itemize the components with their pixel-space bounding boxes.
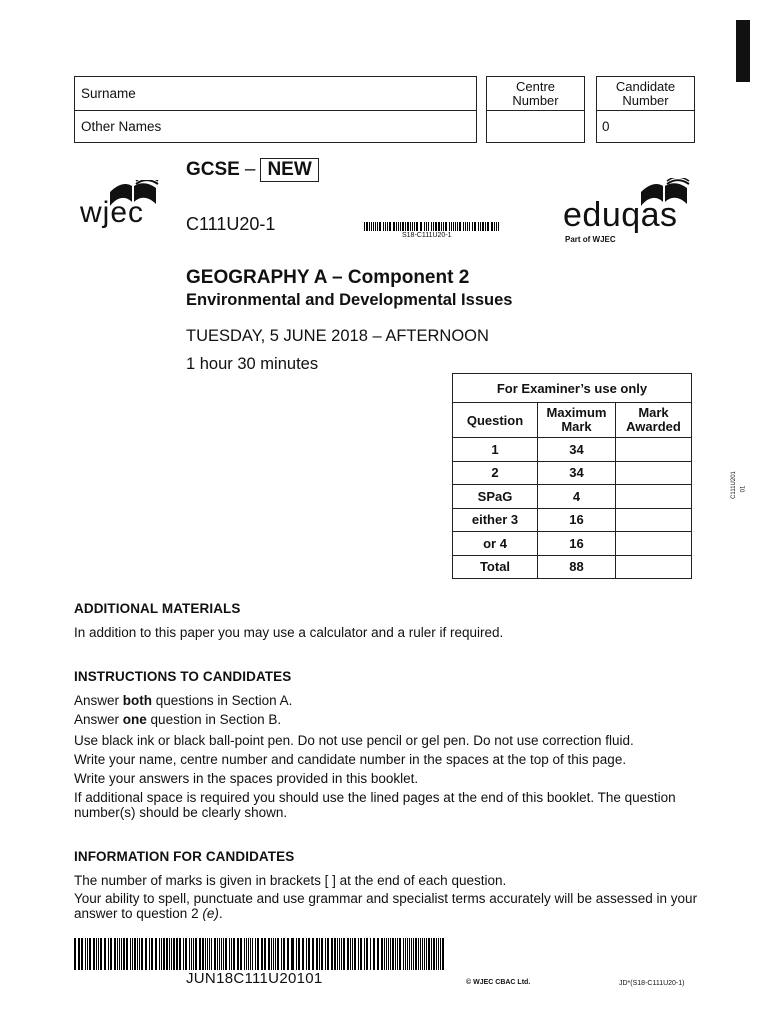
barcode-bar — [449, 222, 450, 231]
barcode-bar — [199, 938, 201, 970]
barcode-bar — [436, 938, 437, 970]
candidate-number-value: 0 — [602, 119, 610, 134]
barcode-bar — [385, 222, 386, 231]
barcode-bar — [292, 938, 294, 970]
barcode-bar — [81, 938, 83, 970]
row-mark-awarded[interactable] — [616, 508, 692, 532]
barcode-bar — [491, 222, 493, 231]
barcode-bar — [325, 938, 326, 970]
barcode-bar — [399, 938, 401, 970]
barcode-bar — [321, 938, 323, 970]
page-edge-tab — [736, 20, 750, 82]
barcode-bar — [183, 938, 184, 970]
information-line — [74, 892, 700, 921]
barcode-bar — [123, 938, 125, 970]
barcode-bar — [431, 222, 432, 231]
barcode-bar — [135, 938, 136, 970]
instruction-line: Write your name, centre number and candidate number in the spaces at the top of this page. — [74, 752, 627, 767]
barcode-bar — [189, 938, 190, 970]
row-mark-awarded[interactable] — [616, 438, 692, 462]
barcode-bar — [240, 938, 242, 970]
row-mark-awarded[interactable] — [616, 555, 692, 579]
copyright: © WJEC CBAC Ltd. — [466, 979, 531, 986]
footer-barcode-text: JUN18C111U20101 — [186, 970, 323, 987]
barcode-bar — [255, 938, 256, 970]
barcode-bar — [89, 938, 91, 970]
barcode-bar — [312, 938, 314, 970]
barcode-bar — [383, 222, 385, 231]
instruction-text: Answer — [74, 693, 123, 708]
barcode-bar — [405, 938, 406, 970]
candidate-number-field[interactable] — [596, 110, 695, 143]
row-max-mark: 34 — [538, 438, 616, 462]
barcode-bar — [465, 222, 466, 231]
barcode-bar — [327, 938, 329, 970]
barcode-bar — [438, 222, 440, 231]
barcode-bar — [205, 938, 206, 970]
barcode-bar — [405, 222, 406, 231]
barcode-bar — [268, 938, 270, 970]
information-text: Your ability to spell, punctuate and use grammar and specialist terms accurately will be assessed in your answer to question 2 — [74, 891, 698, 921]
barcode-bar — [137, 938, 138, 970]
exam-level: GCSE — [186, 159, 240, 180]
new-badge: NEW — [260, 158, 318, 182]
row-max-mark: 88 — [538, 555, 616, 579]
barcode-bar — [174, 938, 175, 970]
barcode-bar — [414, 222, 415, 231]
small-barcode-label: S18-C111U20-1 — [402, 232, 452, 239]
barcode-bar — [169, 938, 170, 970]
centre-number-header — [486, 76, 585, 111]
paper-code: C111U20-1 — [186, 214, 276, 234]
barcode-bar — [233, 938, 235, 970]
barcode-bar — [442, 938, 444, 970]
instruction-line — [74, 693, 292, 709]
barcode-bar — [402, 222, 404, 231]
barcode-bar — [453, 222, 454, 231]
barcode-bar — [223, 938, 224, 970]
barcode-bar — [455, 222, 456, 231]
barcode-bar — [398, 222, 399, 231]
row-question: Total — [453, 555, 538, 579]
barcode-bar — [418, 938, 419, 970]
examiner-table-title: For Examiner’s use only — [453, 374, 692, 403]
barcode-bar — [291, 938, 292, 970]
barcode-bar — [171, 938, 172, 970]
barcode-bar — [480, 222, 481, 231]
row-question: SPaG — [453, 485, 538, 509]
barcode-bar — [469, 222, 471, 231]
barcode-bar — [435, 222, 437, 231]
barcode-bar — [126, 938, 128, 970]
exam-duration: 1 hour 30 minutes — [186, 355, 319, 373]
row-question: either 3 — [453, 508, 538, 532]
barcode-bar — [347, 938, 349, 970]
instruction-text: Answer — [74, 712, 123, 727]
barcode-bar — [384, 938, 385, 970]
barcode-bar — [173, 938, 174, 970]
information-line: The number of marks is given in brackets [ ] at the end of each question. — [74, 873, 507, 888]
exam-level-line — [186, 158, 319, 182]
table-row — [453, 532, 692, 556]
barcode-bar — [428, 938, 430, 970]
barcode-bar — [237, 938, 239, 970]
table-row — [453, 485, 692, 509]
barcode-bar — [202, 938, 204, 970]
barcode-bar — [334, 938, 336, 970]
header-maximum-mark: Maximum Mark — [538, 403, 616, 438]
barcode-bar — [364, 222, 365, 231]
instruction-text: questions in Section A. — [152, 693, 293, 708]
information-text: . — [218, 905, 223, 921]
barcode-bar — [389, 222, 391, 231]
barcode-bar — [496, 222, 497, 231]
row-mark-awarded[interactable] — [616, 461, 692, 485]
subject-subtitle: Environmental and Developmental Issues — [186, 291, 513, 309]
row-question: 1 — [453, 438, 538, 462]
barcode-bar — [166, 938, 168, 970]
instruction-line: Use black ink or black ball-point pen. Do not use pencil or gel pen. Do not use correction fluid. — [74, 733, 634, 748]
barcode-bar — [369, 222, 370, 231]
barcode-bar — [451, 222, 452, 231]
barcode-bar — [407, 938, 408, 970]
barcode-bar — [211, 938, 213, 970]
barcode-bar — [350, 938, 351, 970]
barcode-bar — [229, 938, 230, 970]
barcode-bar — [467, 222, 468, 231]
barcode-bar — [87, 938, 88, 970]
surname-label: Surname — [81, 86, 136, 101]
barcode-bar — [400, 222, 401, 231]
barcode-bar — [225, 938, 227, 970]
barcode-bar — [195, 938, 197, 970]
barcode-bar — [487, 222, 489, 231]
barcode-bar — [306, 938, 307, 970]
instruction-emphasis: one — [122, 712, 147, 727]
barcode-bar — [298, 938, 300, 970]
barcode-bar — [277, 938, 279, 970]
barcode-bar — [151, 938, 153, 970]
barcode-bar — [387, 222, 388, 231]
barcode-bar — [441, 222, 442, 231]
barcode-bar — [121, 938, 122, 970]
barcode-bar — [214, 938, 216, 970]
additional-materials-heading: ADDITIONAL MATERIALS — [74, 601, 241, 616]
barcode-bar — [410, 222, 411, 231]
barcode-bar — [431, 938, 432, 970]
barcode-bar — [132, 938, 133, 970]
barcode-bar — [283, 938, 285, 970]
barcode-bar — [217, 938, 218, 970]
eduqas-text: eduqas — [563, 196, 678, 234]
eduqas-subtext: Part of WJEC — [565, 235, 616, 244]
barcode-bar — [472, 222, 473, 231]
barcode-bar — [257, 938, 259, 970]
barcode-bar — [393, 222, 395, 231]
instruction-line — [74, 712, 281, 728]
barcode-bar — [114, 938, 116, 970]
row-mark-awarded[interactable] — [616, 532, 692, 556]
barcode-bar — [370, 938, 372, 970]
barcode-bar — [416, 222, 418, 231]
barcode-bar — [191, 938, 192, 970]
barcode-bar — [373, 938, 375, 970]
centre-label-line1: Centre — [515, 79, 556, 94]
barcode-bar — [275, 938, 276, 970]
barcode-bar — [319, 938, 320, 970]
barcode-bar — [248, 938, 249, 970]
barcode-bar — [231, 938, 232, 970]
barcode-bar — [252, 938, 254, 970]
barcode-bar — [139, 938, 140, 970]
barcode-bar — [459, 222, 461, 231]
barcode-bar — [403, 938, 404, 970]
barcode-bar — [445, 222, 447, 231]
row-max-mark: 16 — [538, 532, 616, 556]
barcode-bar — [443, 222, 444, 231]
exam-level-dash: – — [244, 159, 256, 180]
instruction-line: Write your answers in the spaces provided in this booklet. — [74, 771, 419, 786]
barcode-bar — [221, 938, 222, 970]
other-names-field[interactable] — [74, 110, 477, 143]
barcode-bar — [100, 938, 102, 970]
barcode-bar — [412, 222, 413, 231]
barcode-bar — [433, 938, 435, 970]
header-mark-awarded: Mark Awarded — [616, 403, 692, 438]
barcode-bar — [85, 938, 86, 970]
barcode-bar — [485, 222, 486, 231]
barcode-bar — [104, 938, 106, 970]
barcode-bar — [159, 938, 160, 970]
wjec-cbac-logo — [80, 180, 160, 260]
barcode-bar — [413, 938, 414, 970]
barcode-bar — [119, 938, 120, 970]
barcode-bar — [163, 938, 165, 970]
instruction-emphasis: both — [122, 693, 153, 708]
eduqas-logo — [563, 178, 693, 248]
information-heading: INFORMATION FOR CANDIDATES — [74, 849, 295, 864]
barcode-bar — [364, 938, 365, 970]
barcode-bar — [457, 222, 458, 231]
small-barcode — [364, 222, 500, 231]
barcode-bar — [98, 938, 99, 970]
centre-label-line2: Number — [512, 93, 559, 108]
barcode-bar — [386, 938, 387, 970]
barcode-bar — [463, 222, 464, 231]
barcode-bar — [379, 222, 381, 231]
barcode-bar — [371, 222, 372, 231]
barcode-bar — [93, 938, 94, 970]
barcode-bar — [354, 938, 356, 970]
candidate-label-line1: Candidate — [615, 79, 676, 94]
barcode-bar — [337, 938, 338, 970]
side-code-line1: C111U201 — [730, 471, 737, 499]
instruction-text: question in Section B. — [146, 712, 282, 727]
barcode-bar — [373, 222, 374, 231]
barcode-bar — [117, 938, 118, 970]
barcode-bar — [287, 938, 289, 970]
barcode-bar — [149, 938, 150, 970]
table-row — [453, 438, 692, 462]
barcode-bar — [377, 938, 379, 970]
barcode-bar — [343, 938, 345, 970]
exam-date: TUESDAY, 5 JUNE 2018 – AFTERNOON — [186, 327, 489, 345]
barcode-bar — [281, 938, 282, 970]
barcode-bar — [130, 938, 131, 970]
barcode-bar — [244, 938, 245, 970]
table-row — [453, 461, 692, 485]
candidate-number-header — [596, 76, 695, 111]
barcode-bar — [407, 222, 409, 231]
barcode-bar — [331, 938, 332, 970]
barcode-bar — [145, 938, 147, 970]
barcode-bar — [209, 938, 210, 970]
barcode-bar — [360, 938, 362, 970]
barcode-bar — [482, 222, 484, 231]
barcode-bar — [478, 222, 479, 231]
additional-materials-text: In addition to this paper you may use a calculator and a ruler if required. — [74, 625, 504, 640]
barcode-bar — [264, 938, 266, 970]
barcode-bar — [426, 222, 427, 231]
barcode-bar — [395, 938, 396, 970]
row-question: 2 — [453, 461, 538, 485]
barcode-bar — [271, 938, 272, 970]
barcode-bar — [332, 938, 333, 970]
barcode-bar — [316, 938, 318, 970]
barcode-bar — [96, 938, 97, 970]
barcode-bar — [411, 938, 412, 970]
barcode-bar — [381, 938, 383, 970]
barcode-bar — [366, 938, 368, 970]
barcode-bar — [388, 938, 389, 970]
barcode-bar — [339, 938, 340, 970]
footer-barcode — [74, 938, 446, 970]
barcode-bar — [428, 222, 430, 231]
other-names-label: Other Names — [81, 119, 162, 134]
barcode-bar — [474, 222, 476, 231]
barcode-bar — [78, 938, 80, 970]
barcode-bar — [409, 938, 411, 970]
barcode-bar — [375, 222, 376, 231]
candidate-label-line2: Number — [622, 93, 669, 108]
barcode-bar — [308, 938, 310, 970]
barcode-bar — [366, 222, 368, 231]
barcode-bar — [108, 938, 109, 970]
barcode-bar — [422, 938, 423, 970]
barcode-bar — [424, 938, 425, 970]
row-max-mark: 34 — [538, 461, 616, 485]
instruction-line: If additional space is required you should use the lined pages at the end of this booklet. The question number(s) should be clearly shown. — [74, 790, 676, 820]
barcode-bar — [494, 222, 495, 231]
centre-number-field[interactable] — [486, 110, 585, 143]
barcode-bar — [207, 938, 208, 970]
barcode-bar — [219, 938, 220, 970]
barcode-bar — [424, 222, 425, 231]
subject-title: GEOGRAPHY A – Component 2 — [186, 267, 470, 288]
barcode-bar — [246, 938, 247, 970]
barcode-bar — [296, 938, 297, 970]
barcode-bar — [179, 938, 181, 970]
barcode-bar — [358, 938, 359, 970]
wjec-text: wjec — [80, 196, 145, 229]
barcode-bar — [440, 938, 441, 970]
barcode-bar — [161, 938, 162, 970]
row-max-mark: 4 — [538, 485, 616, 509]
barcode-bar — [420, 938, 421, 970]
barcode-bar — [261, 938, 263, 970]
barcode-bar — [273, 938, 274, 970]
row-mark-awarded[interactable] — [616, 485, 692, 509]
barcode-bar — [433, 222, 434, 231]
barcode-bar — [134, 938, 135, 970]
barcode-bar — [94, 938, 95, 970]
examiner-table — [452, 373, 692, 579]
barcode-bar — [110, 938, 112, 970]
side-code — [730, 470, 758, 510]
barcode-bar — [415, 938, 417, 970]
row-max-mark: 16 — [538, 508, 616, 532]
information-italic: (e) — [202, 905, 219, 921]
table-row — [453, 508, 692, 532]
barcode-bar — [390, 938, 391, 970]
header-question: Question — [453, 403, 538, 438]
barcode-bar — [141, 938, 143, 970]
barcode-bar — [341, 938, 342, 970]
barcode-bar — [377, 222, 378, 231]
barcode-bar — [397, 938, 398, 970]
barcode-bar — [420, 222, 422, 231]
barcode-bar — [438, 938, 439, 970]
barcode-bar — [352, 938, 353, 970]
barcode-bar — [176, 938, 178, 970]
barcode-bar — [426, 938, 427, 970]
surname-field[interactable] — [74, 76, 477, 111]
paper-reference: JD*(S18-C111U20-1) — [619, 980, 685, 987]
barcode-bar — [74, 938, 76, 970]
barcode-bar — [185, 938, 187, 970]
barcode-bar — [193, 938, 194, 970]
barcode-bar — [498, 222, 499, 231]
barcode-bar — [396, 222, 397, 231]
side-code-line2: 01 — [740, 485, 747, 493]
barcode-bar — [250, 938, 251, 970]
row-question: or 4 — [453, 532, 538, 556]
barcode-bar — [302, 938, 304, 970]
barcode-bar — [392, 938, 394, 970]
barcode-bar — [155, 938, 157, 970]
table-row — [453, 555, 692, 579]
instructions-heading: INSTRUCTIONS TO CANDIDATES — [74, 669, 292, 684]
